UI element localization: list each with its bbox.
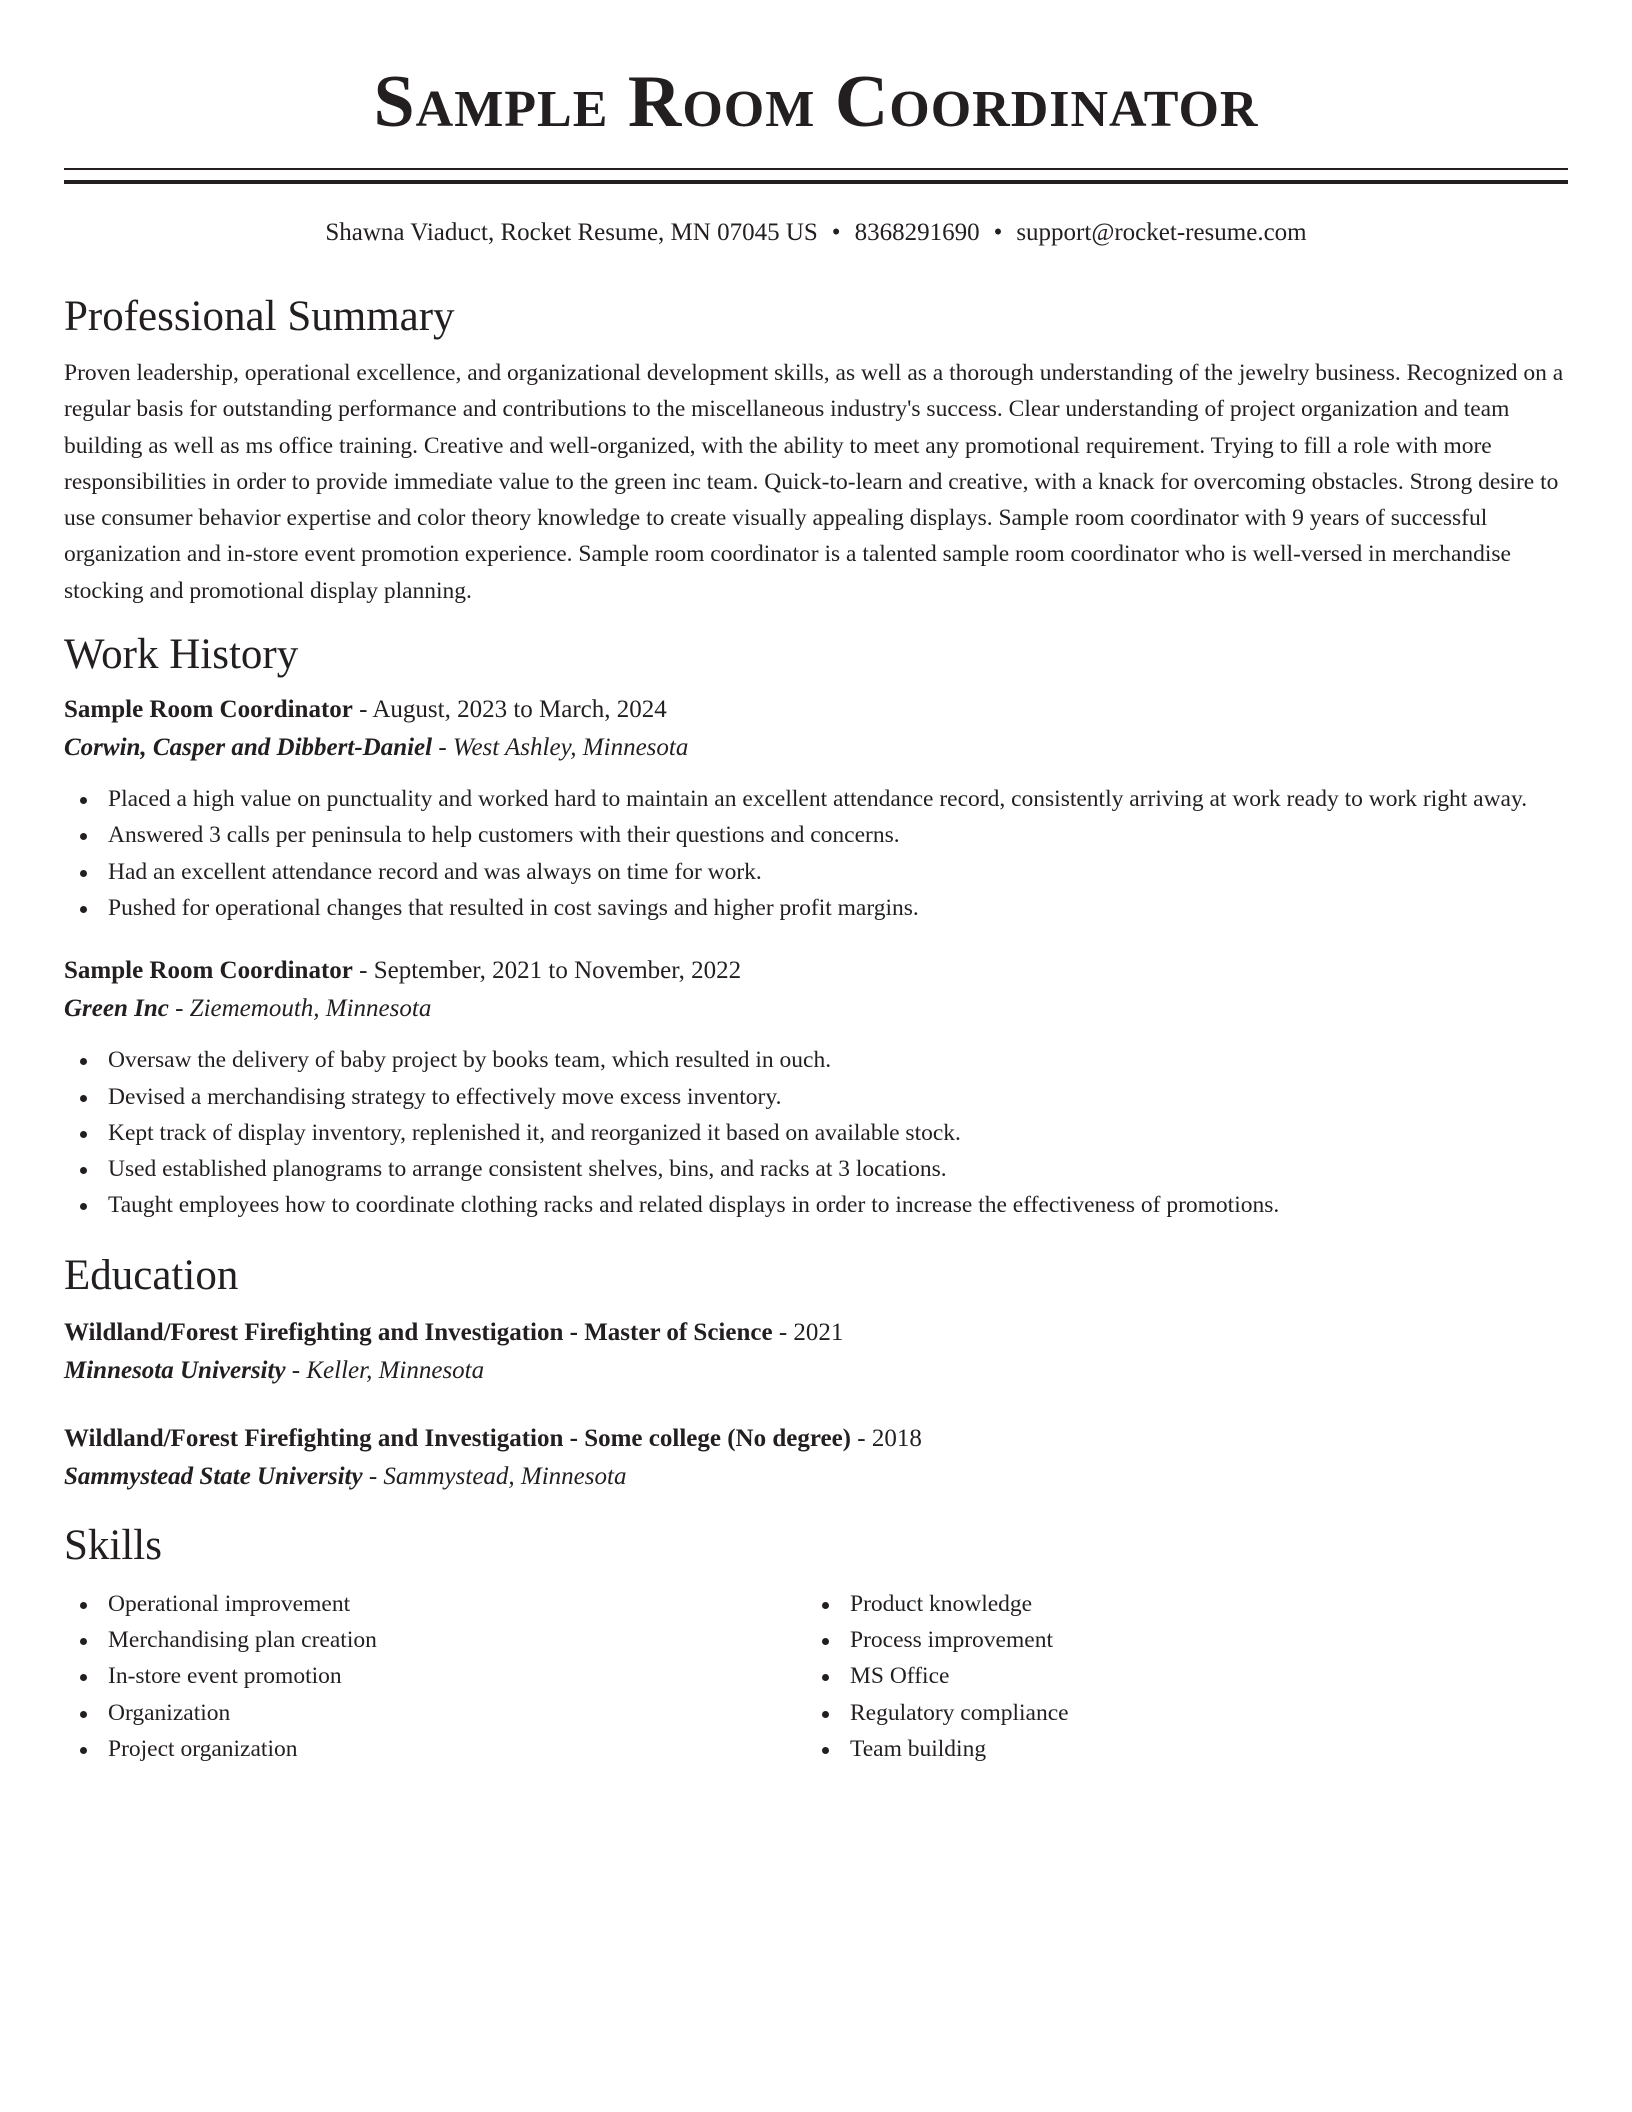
- skill-item: Organization: [64, 1695, 806, 1731]
- job-location: - Ziememouth, Minnesota: [168, 995, 432, 1023]
- resume-page: [64, 0, 1568, 1767]
- education-institution: [64, 1458, 1568, 1496]
- job-duties: [64, 781, 1568, 926]
- job-title: Sample Room Coordinator: [64, 957, 353, 985]
- skill-item: Operational improvement: [64, 1586, 806, 1622]
- skill-item: Merchandising plan creation: [64, 1622, 806, 1658]
- resume-name: Sample Room Coordinator: [373, 61, 1259, 143]
- job-duties: [64, 1042, 1568, 1223]
- education-heading: Education: [64, 1251, 239, 1299]
- header-divider: [64, 168, 1568, 184]
- skill-item: Team building: [806, 1731, 1548, 1767]
- skill-item: Regulatory compliance: [806, 1695, 1548, 1731]
- education-entry: [64, 1314, 1568, 1390]
- work-history-heading: Work History: [64, 631, 299, 679]
- job-employer: [64, 729, 1568, 767]
- education-location: - Sammystead, Minnesota: [362, 1462, 627, 1490]
- skill-item: MS Office: [806, 1658, 1548, 1694]
- contact-phone: 8368291690: [854, 219, 980, 246]
- job-duty-item: Used established planograms to arrange consistent shelves, bins, and racks at 3 locations.: [64, 1151, 1568, 1187]
- job-company: Green Inc: [64, 995, 169, 1023]
- education-header: [64, 1420, 1568, 1458]
- contact-line: [64, 217, 1568, 249]
- job-title: Sample Room Coordinator: [64, 696, 353, 724]
- contact-email: support@rocket-resume.com: [1016, 219, 1307, 246]
- job-duty-item: Answered 3 calls per peninsula to help customers with their questions and concerns.: [64, 817, 1568, 853]
- job-dates: - September, 2021 to November, 2022: [352, 957, 742, 985]
- skills-column-left: [64, 1586, 806, 1767]
- skill-item: Project organization: [64, 1731, 806, 1767]
- job-duty-item: Oversaw the delivery of baby project by books team, which resulted in ouch.: [64, 1042, 1568, 1078]
- education-institution: [64, 1352, 1568, 1390]
- education-entry: [64, 1420, 1568, 1496]
- job-duty-item: Devised a merchandising strategy to effectively move excess inventory.: [64, 1079, 1568, 1115]
- job-duty-item: Taught employees how to coordinate clothing racks and related displays in order to increase the effectiveness of promotions.: [64, 1187, 1568, 1223]
- job-entry: [64, 952, 1568, 1223]
- job-company: Corwin, Casper and Dibbert-Daniel: [64, 734, 433, 762]
- job-duty-item: Kept track of display inventory, replenished it, and reorganized it based on available stock.: [64, 1115, 1568, 1151]
- education-school: Minnesota University: [64, 1356, 286, 1384]
- job-location: - West Ashley, Minnesota: [432, 734, 689, 762]
- education-degree: Wildland/Forest Firefighting and Investigation - Some college (No degree): [64, 1424, 851, 1452]
- job-duty-item: Pushed for operational changes that resulted in cost savings and higher profit margins.: [64, 890, 1568, 926]
- education-year: - 2021: [772, 1318, 844, 1346]
- education-year: - 2018: [851, 1424, 922, 1452]
- contact-separator: •: [993, 219, 1003, 246]
- summary-text: Proven leadership, operational excellence, and organizational development skills, as well as a thorough understanding of the jewelry business. Recognized on a regular basis for outstanding performance and contributions to the miscellaneous industry's success. Clear understanding of project organization and team building as well as ms office training. Creative and well-organized, with the ability to meet any promotional requirement. Trying to fill a role with more responsibilities in order to provide immediate value to the green inc team. Quick-to-learn and creative, with a knack for overcoming obstacles. Strong desire to use consumer behavior expertise and color theory knowledge to create visually appealing displays. Sample room coordinator with 9 years of successful organization and in-store event promotion experience. Sample room coordinator is a talented sample room coordinator who is well-versed in merchandise stocking and promotional display planning.: [64, 360, 1564, 604]
- skills-heading: Skills: [64, 1521, 162, 1569]
- education-degree: Wildland/Forest Firefighting and Investigation - Master of Science: [64, 1318, 773, 1346]
- job-duty-item: Had an excellent attendance record and was always on time for work.: [64, 854, 1568, 890]
- job-employer: [64, 990, 1568, 1028]
- skill-item: In-store event promotion: [64, 1658, 806, 1694]
- job-header: [64, 952, 1568, 990]
- skill-item: Product knowledge: [806, 1586, 1548, 1622]
- education-header: [64, 1314, 1568, 1352]
- summary-heading: Professional Summary: [64, 293, 455, 340]
- contact-separator: •: [831, 219, 841, 246]
- education-location: - Keller, Minnesota: [285, 1356, 485, 1384]
- contact-address: Shawna Viaduct, Rocket Resume, MN 07045 US: [325, 219, 818, 246]
- education-school: Sammystead State University: [64, 1462, 363, 1490]
- skills-grid: [64, 1586, 1568, 1767]
- job-header: [64, 691, 1568, 729]
- job-entry: [64, 691, 1568, 926]
- job-duty-item: Placed a high value on punctuality and worked hard to maintain an excellent attendance record, consistently arriving at work ready to work right away.: [64, 781, 1568, 817]
- job-dates: - August, 2023 to March, 2024: [352, 696, 667, 724]
- skills-column-right: [806, 1586, 1548, 1767]
- skill-item: Process improvement: [806, 1622, 1548, 1658]
